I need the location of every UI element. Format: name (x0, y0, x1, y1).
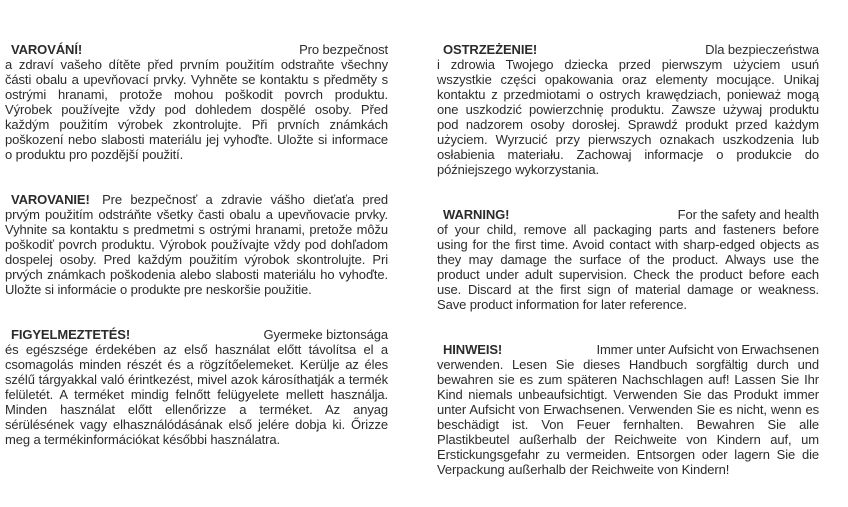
warning-body-english: of your child, remove all packaging parts and fasteners before using for the first time. Avoid contact with sharp-edged objects as they may damage the surface of the product. Always use the product under adult supervision. Check the product before each use. Discard at the first sign of material damage or weakness. Save product information for later reference. (437, 222, 819, 312)
warning-block-german (437, 342, 819, 477)
warning-lead-english: For the safety and health (677, 207, 819, 222)
warning-body-hungarian: és egészsége érdekében az első használat előtt távolítsa el a csomagolás minden részét és a rögzítőelemeket. Kerülje az éles szélű tárgyakkal való érintkezést, mivel azok károsíthatják a termék felületét. A terméket mindig felnőtt felügyelete mellett használja. Minden használat előtt ellenőrizze a terméket. Az anyag sérülésének vagy elhasználódásának első jelére dobja ki. Őrizze meg a termékinformációkat későbbi használatra. (5, 342, 388, 447)
warning-block-czech (5, 42, 388, 162)
warning-block-hungarian (5, 327, 388, 447)
warning-heading-hungarian: FIGYELMEZTETÉS! (11, 327, 131, 342)
warning-block-slovak (5, 192, 388, 297)
warning-body-german: verwenden. Lesen Sie dieses Handbuch sorgfältig durch und bewahren sie es zum späteren Nachschlagen auf! Lassen Sie Ihr Kind niemals unbeaufsichtigt. Verwenden Sie das Produkt immer unter Aufsicht von Erwachsenen. Verwenden Sie es nicht, wenn es beschädigt ist. Von Feuer fernhalten. Bewahren Sie alle Plastikbeutel außerhalb der Reichweite von Kindern auf, um Erstickungsgefahr zu vermeiden. Entsorgen oder lagern Sie die Verpackung außerhalb der Reichweite von Kindern! (437, 357, 819, 477)
warning-heading-slovak: VAROVANIE! (11, 192, 90, 207)
first-line (437, 42, 819, 57)
warning-paragraph-czech (5, 42, 388, 162)
warning-heading-english: WARNING! (443, 207, 510, 222)
column-left (5, 42, 388, 507)
warning-heading-czech: VAROVÁNÍ! (11, 42, 83, 57)
first-line (5, 327, 388, 342)
warning-body-slovak: Pre bezpečnosť a zdravie vášho dieťaťa pred prvým použitím odstráňte všetky časti obalu a upevňovacie prvky. Vyhnite sa kontaktu s predmetmi s ostrými hranami, pretože môžu poškodiť povrch produktu. Výrobok používajte vždy pod dohľadom dospelej osoby. Pred každým použitím výrobok skontrolujte. Pri prvých známkach poškodenia alebo slabosti materiálu ho vyhoďte. Uložte si informácie o produkte pre neskoršie použitie. (5, 192, 388, 297)
warning-paragraph-hungarian (5, 327, 388, 447)
warning-heading-polish: OSTRZEŻENIE! (443, 42, 538, 57)
warning-lead-hungarian: Gyermeke biztonsága (263, 327, 388, 342)
column-right (437, 42, 819, 507)
first-line (437, 342, 819, 357)
warning-lead-czech: Pro bezpečnost (299, 42, 388, 57)
first-line (437, 207, 819, 222)
warning-block-polish (437, 42, 819, 177)
warning-paragraph-english (437, 207, 819, 312)
warning-paragraph-german (437, 342, 819, 477)
first-line (5, 42, 388, 57)
warning-body-polish: i zdrowia Twojego dziecka przed pierwszym użyciem usuń wszystkie części opakowania oraz elementy mocujące. Unikaj kontaktu z przedmiotami o ostrych krawędziach, ponieważ mogą one uszkodzić powierzchnię produktu. Zawsze używaj produktu pod nadzorem osoby dorosłej. Sprawdź produkt przed każdym użyciem. Wyrzucić przy pierwszych oznakach uszkodzenia lub osłabienia materiału. Zachowaj informacje o produkcie do późniejszego wykorzystania. (437, 57, 819, 177)
warning-body-czech: a zdraví vašeho dítěte před prvním použitím odstraňte všechny části obalu a upevňovací prvky. Vyhněte se kontaktu s předměty s ostrými hranami, protože mohou poškodit povrch produktu. Výrobek používejte vždy pod dohledem dospělé osoby. Před každým použitím výrobek zkontrolujte. Při prvních známkách poškození nebo slabosti materiálu jej vyhoďte. Uložte si informace o produktu pro pozdější použití. (5, 57, 388, 162)
warning-paragraph-slovak (5, 192, 388, 297)
warning-lead-german: Immer unter Aufsicht von Erwachsenen (596, 342, 819, 357)
warning-lead-polish: Dla bezpieczeństwa (705, 42, 819, 57)
warning-heading-german: HINWEIS! (443, 342, 503, 357)
warning-block-english (437, 207, 819, 312)
warning-paragraph-polish (437, 42, 819, 177)
